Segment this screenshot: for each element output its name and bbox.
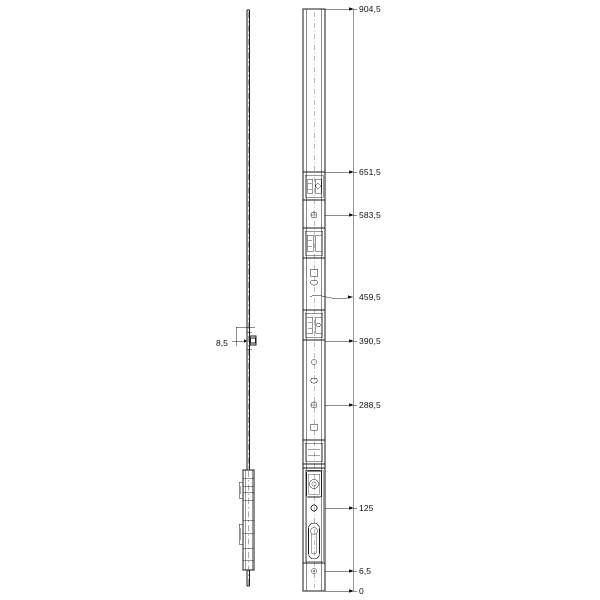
dim-label-904-5: 904,5 — [359, 4, 381, 14]
dim-label-390-5: 390,5 — [359, 336, 381, 346]
dim-label-6-5: 6,5 — [359, 566, 372, 576]
dim-label-288-5: 288,5 — [359, 400, 381, 410]
left-view-group — [232, 10, 256, 588]
dim-label-125: 125 — [359, 503, 374, 513]
dim-label-583-5: 583,5 — [359, 210, 381, 220]
dimension-scale — [325, 7, 357, 592]
dim-label-459-5: 459,5 — [359, 292, 381, 302]
dim-label-0: 0 — [359, 586, 364, 596]
right-view-group — [303, 9, 354, 591]
dim-label-thickness: 8,5 — [216, 338, 228, 348]
dim-label-651-5: 651,5 — [359, 167, 381, 177]
